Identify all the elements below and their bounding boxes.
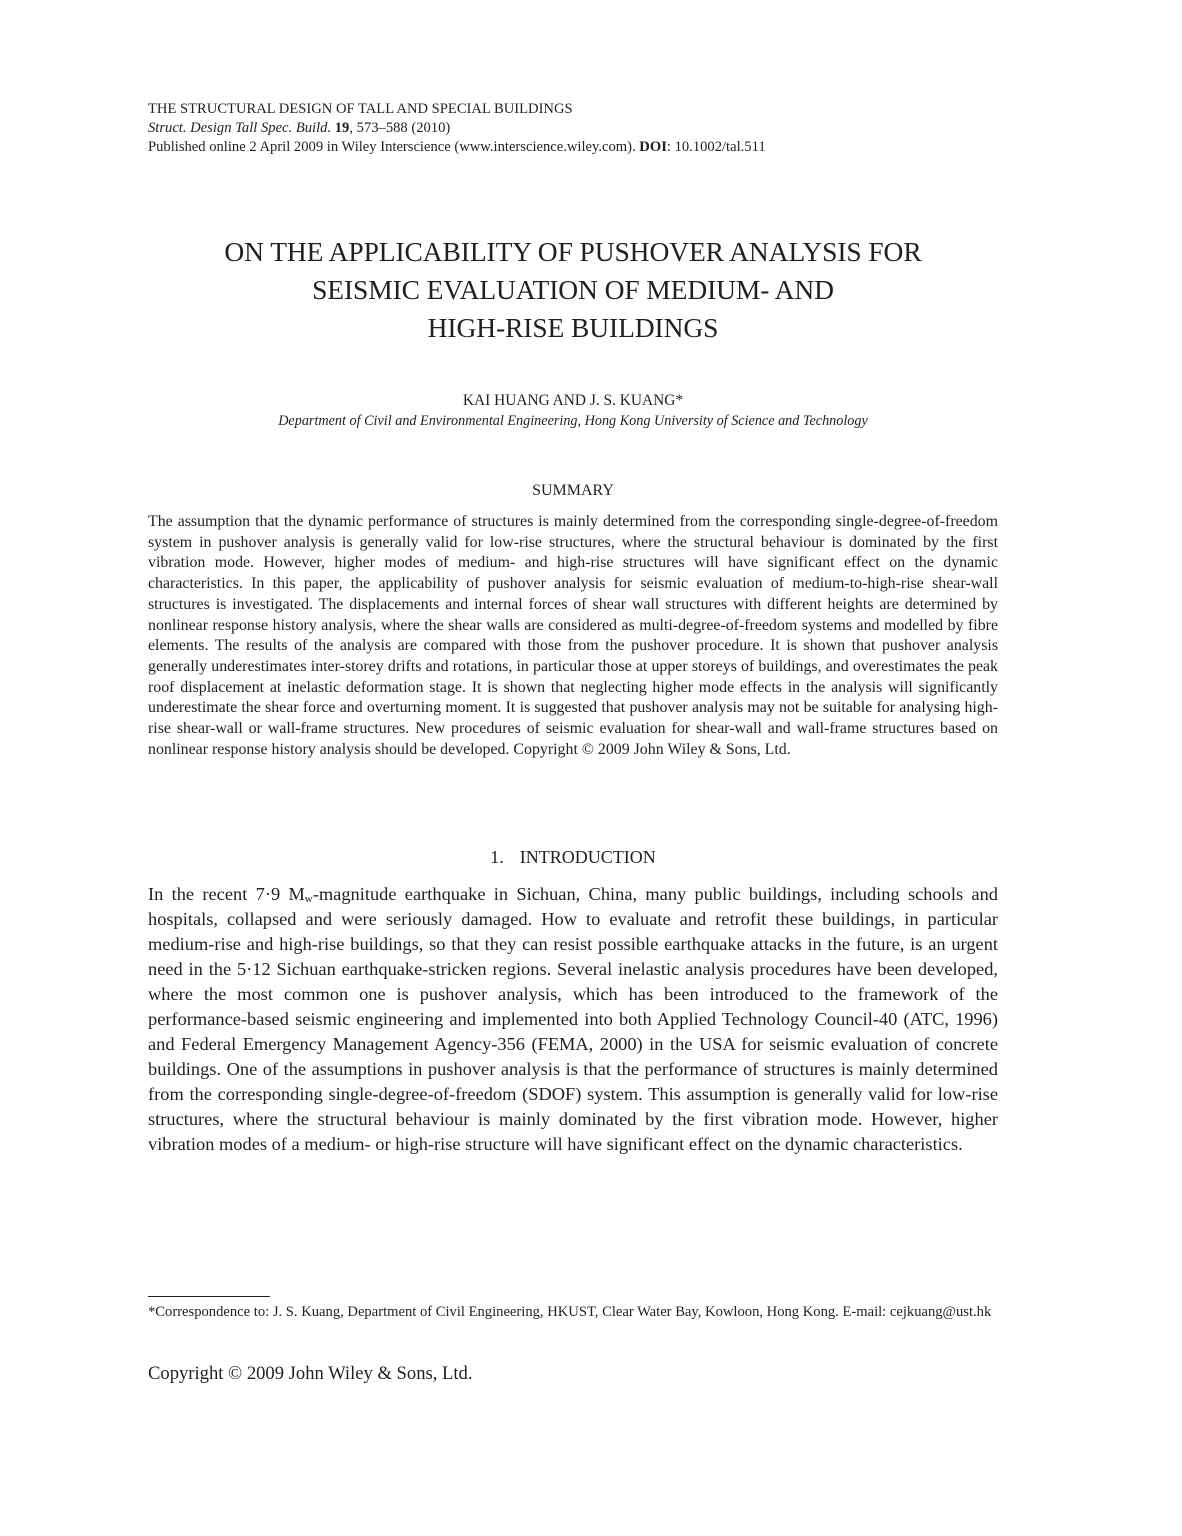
doi-label: DOI xyxy=(639,139,667,155)
title-line-1: ON THE APPLICABILITY OF PUSHOVER ANALYSIS FOR xyxy=(224,236,922,267)
published-online: Published online 2 April 2009 in Wiley Interscience (www.interscience.wiley.com). xyxy=(148,139,636,155)
correspondence-footnote: *Correspondence to: J. S. Kuang, Department of Civil Engineering, HKUST, Clear Water Bay, Kowloon, Hong Kong. E-mail: cejkuang@ust.hk xyxy=(148,1304,992,1320)
introduction-paragraph xyxy=(148,882,998,1157)
section-title: INTRODUCTION xyxy=(519,847,656,868)
abstract-text: The assumption that the dynamic performance of structures is mainly determined from the corresponding single-degree-of-freedom system in pushover analysis is generally valid for low-rise structures, where the structural behaviour is dominated by the first vibration mode. However, higher modes of medium- and high-rise structures will have significant effect on the dynamic characteristics. In this paper, the applicability of pushover analysis for seismic evaluation of medium-to-high-rise shear-wall structures is investigated. The displacements and internal forces of shear wall structures with different heights are determined by nonlinear response history analysis, where the shear walls are considered as multi-degree-of-freedom systems and modelled by fibre elements. The results of the analysis are compared with those from the pushover procedure. It is shown that pushover analysis generally underestimates inter-storey drifts and rotations, in particular those at upper storeys of buildings, and overestimates the peak roof displacement at inelastic deformation stage. It is shown that neglecting higher mode effects in the analysis will significantly underestimate the shear force and overturning moment. It is suggested that pushover analysis may not be suitable for analysing high-rise shear-wall or wall-frame structures. New procedures of seismic evaluation for shear-wall and wall-frame structures based on nonlinear response history analysis should be developed. Copyright © 2009 John Wiley & Sons, Ltd. xyxy=(148,513,998,758)
doi-value: : 10.1002/tal.511 xyxy=(666,139,766,155)
title-line-3: HIGH-RISE BUILDINGS xyxy=(427,312,719,343)
paper-title xyxy=(148,233,998,347)
magnitude-subscript: w xyxy=(304,893,313,906)
paper-page xyxy=(148,100,998,1157)
title-line-2: SEISMIC EVALUATION OF MEDIUM- AND xyxy=(312,274,834,305)
intro-text-start: In the recent 7·9 M xyxy=(148,884,305,905)
journal-header xyxy=(148,100,998,157)
authors: KAI HUANG AND J. S. KUANG* xyxy=(462,392,684,409)
section-number: 1. xyxy=(490,847,504,868)
journal-abbrev: Struct. Design Tall Spec. Build. xyxy=(148,120,332,136)
introduction-heading xyxy=(148,846,998,868)
footer-copyright: Copyright © 2009 John Wiley & Sons, Ltd. xyxy=(148,1363,473,1384)
intro-text-rest: -magnitude earthquake in Sichuan, China, many public buildings, including schools and hospitals, collapsed and were seriously damaged. How to evaluate and retrofit these buildings, in particular medium-rise and high-rise buildings, so that they can resist possible earthquake attacks in the future, is an urgent need in the 5·12 Sichuan earthquake-stricken regions. Several inelastic analysis procedures have been developed, where the most common one is pushover analysis, which has been introduced to the framework of the performance-based seismic engineering and implemented into both Applied Technology Council-40 (ATC, 1996) and Federal Emergency Management Agency-356 (FEMA, 2000) in the USA for seismic evaluation of concrete buildings. One of the assumptions in pushover analysis is that the performance of structures is mainly determined from the corresponding single-degree-of-freedom (SDOF) system. This assumption is generally valid for low-rise structures, where the structural behaviour is mainly dominated by the first vibration mode. However, higher vibration modes of a medium- or high-rise structure will have significant effect on the dynamic characteristics. xyxy=(148,884,998,1155)
journal-volume: 19 xyxy=(334,120,350,136)
affiliation: Department of Civil and Environmental Engineering, Hong Kong University of Science and Technology xyxy=(278,413,868,429)
journal-name: THE STRUCTURAL DESIGN OF TALL AND SPECIAL BUILDINGS xyxy=(148,101,573,117)
journal-citation xyxy=(148,119,998,138)
summary-heading: SUMMARY xyxy=(532,482,614,499)
journal-pages-year: , 573–588 (2010) xyxy=(349,120,451,136)
footnote-rule xyxy=(148,1296,270,1297)
publication-info xyxy=(148,138,998,157)
